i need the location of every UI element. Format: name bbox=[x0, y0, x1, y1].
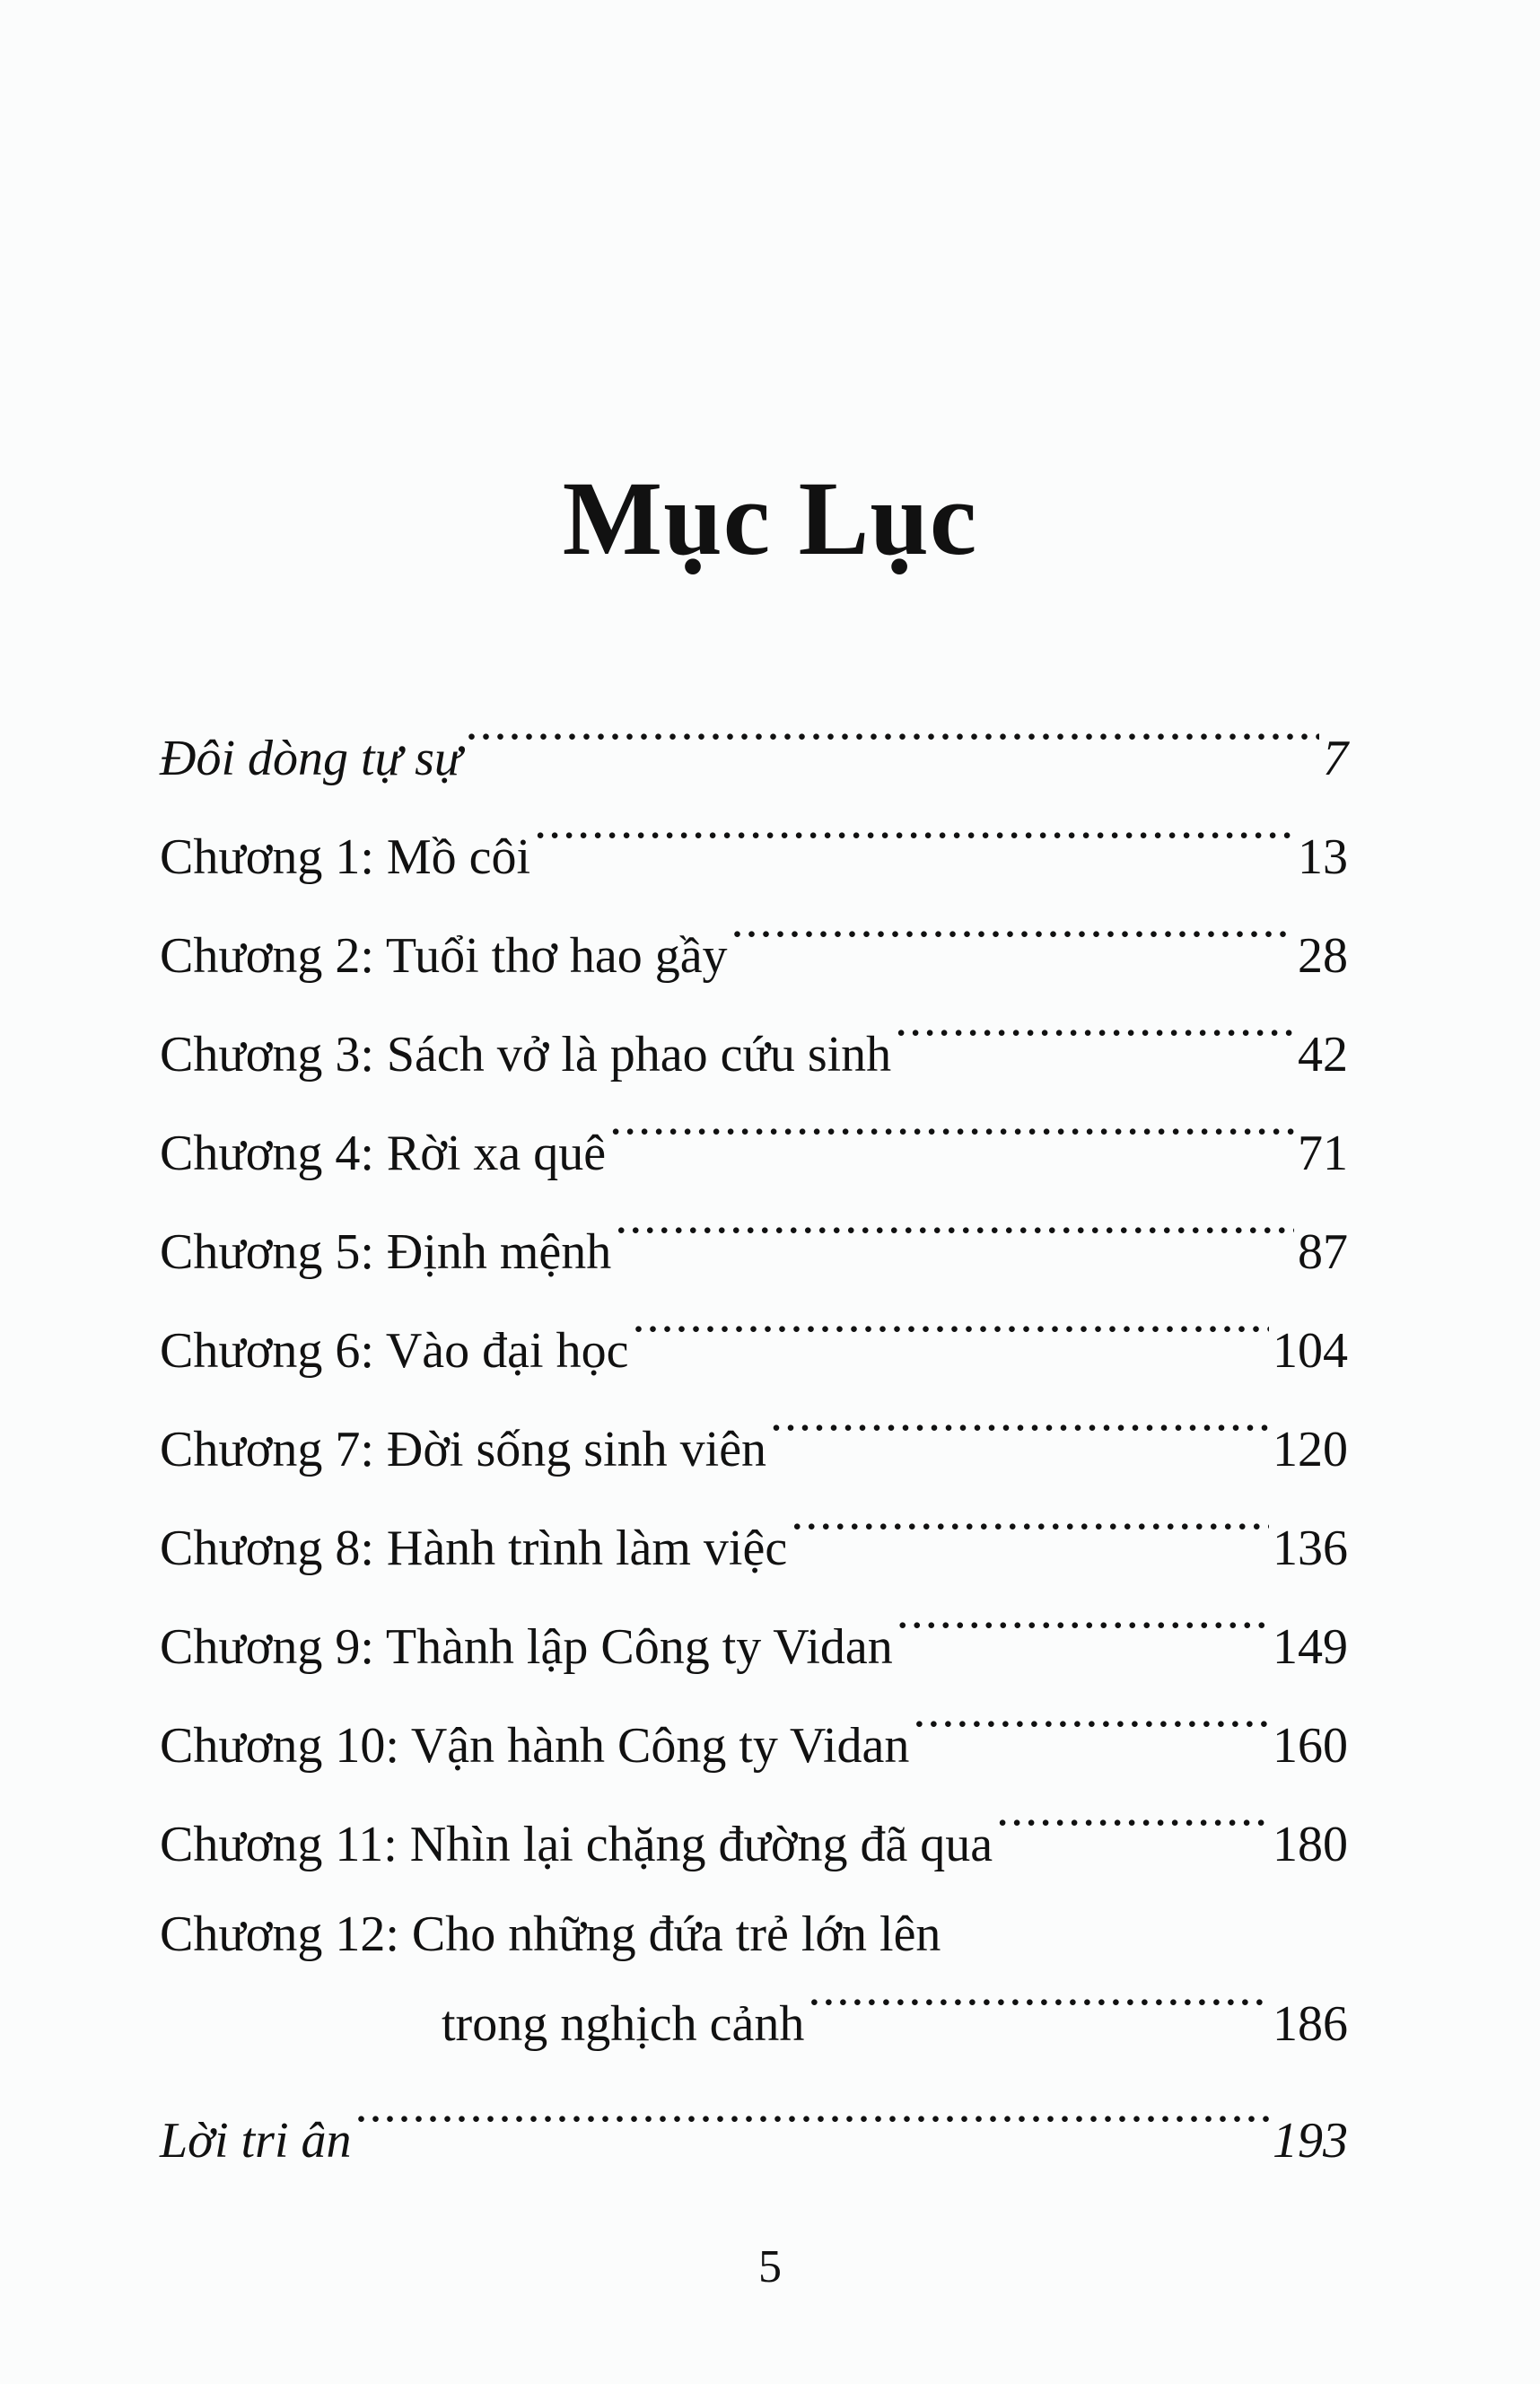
toc-entry-chapter-8[interactable] bbox=[160, 1499, 1348, 1598]
toc-entry-page: 13 bbox=[1298, 829, 1348, 885]
toc-entry-page: 136 bbox=[1273, 1521, 1348, 1576]
toc-entry-acknowledgements[interactable] bbox=[160, 2091, 1348, 2190]
toc-entry-page: 186 bbox=[1273, 1996, 1348, 2052]
toc-entry-page: 28 bbox=[1298, 928, 1348, 984]
toc-entry-page: 104 bbox=[1273, 1323, 1348, 1379]
toc-entry-page: 87 bbox=[1298, 1224, 1348, 1280]
toc-entry-page: 7 bbox=[1323, 731, 1348, 786]
toc-entry-label: Chương 10: Vận hành Công ty Vidan bbox=[160, 1718, 910, 1774]
toc-entry-label: Chương 5: Định mệnh bbox=[160, 1224, 612, 1280]
toc-entry-label: Chương 12: Cho những đứa trẻ lớn lên bbox=[160, 1906, 941, 1962]
toc-entry-chapter-6[interactable] bbox=[160, 1302, 1348, 1400]
toc-entry-chapter-12-continued[interactable] bbox=[160, 1975, 1348, 2091]
table-of-contents bbox=[160, 709, 1348, 2190]
dot-leader bbox=[731, 922, 1294, 972]
toc-entry-label: Chương 6: Vào đại học bbox=[160, 1323, 629, 1379]
toc-entry-page: 120 bbox=[1273, 1422, 1348, 1477]
toc-entry-page: 160 bbox=[1273, 1718, 1348, 1774]
toc-entry-page: 180 bbox=[1273, 1817, 1348, 1872]
dot-leader bbox=[770, 1416, 1269, 1466]
toc-entry-chapter-1[interactable] bbox=[160, 808, 1348, 907]
toc-entry-page: 71 bbox=[1298, 1126, 1348, 1181]
toc-entry-label: Chương 9: Thành lập Công ty Vidan bbox=[160, 1619, 893, 1675]
toc-entry-chapter-10[interactable] bbox=[160, 1696, 1348, 1795]
dot-leader bbox=[808, 1990, 1269, 2040]
toc-entry-page: 42 bbox=[1298, 1027, 1348, 1082]
dot-leader bbox=[913, 1712, 1269, 1762]
dot-leader bbox=[609, 1119, 1294, 1170]
toc-entry-chapter-11[interactable] bbox=[160, 1795, 1348, 1894]
dot-leader bbox=[791, 1514, 1269, 1564]
toc-entry-label: Chương 7: Đời sống sinh viên bbox=[160, 1422, 767, 1477]
dot-leader bbox=[632, 1317, 1269, 1367]
toc-entry-chapter-12[interactable] bbox=[160, 1894, 1348, 1975]
toc-entry-page: 193 bbox=[1273, 2113, 1348, 2169]
toc-entry-chapter-3[interactable] bbox=[160, 1005, 1348, 1104]
page-title: Mục Lục bbox=[562, 460, 978, 578]
dot-leader bbox=[355, 2107, 1270, 2157]
dot-leader bbox=[897, 1613, 1269, 1663]
toc-entry-label: Chương 11: Nhìn lại chặng đường đã qua bbox=[160, 1817, 993, 1872]
toc-entry-preface[interactable] bbox=[160, 709, 1348, 808]
dot-leader bbox=[465, 724, 1319, 775]
dot-leader bbox=[615, 1218, 1294, 1268]
toc-entry-label: Chương 4: Rời xa quê bbox=[160, 1126, 607, 1181]
toc-entry-chapter-4[interactable] bbox=[160, 1104, 1348, 1203]
toc-entry-chapter-7[interactable] bbox=[160, 1400, 1348, 1499]
toc-entry-label: Lời tri ân bbox=[160, 2113, 352, 2169]
dot-leader bbox=[534, 823, 1294, 873]
dot-leader bbox=[895, 1021, 1294, 1071]
toc-entry-label-continued: trong nghịch cảnh bbox=[442, 1996, 805, 2052]
toc-entry-label: Đôi dòng tự sự bbox=[160, 731, 462, 786]
toc-entry-label: Chương 8: Hành trình làm việc bbox=[160, 1521, 788, 1576]
dot-leader bbox=[996, 1810, 1269, 1861]
toc-entry-chapter-9[interactable] bbox=[160, 1598, 1348, 1696]
toc-entry-label: Chương 1: Mồ côi bbox=[160, 829, 531, 885]
toc-entry-page: 149 bbox=[1273, 1619, 1348, 1675]
toc-entry-chapter-2[interactable] bbox=[160, 907, 1348, 1005]
toc-entry-label: Chương 3: Sách vở là phao cứu sinh bbox=[160, 1027, 892, 1082]
page-number: 5 bbox=[758, 2241, 782, 2292]
toc-entry-label: Chương 2: Tuổi thơ hao gầy bbox=[160, 928, 728, 984]
toc-entry-chapter-5[interactable] bbox=[160, 1203, 1348, 1302]
